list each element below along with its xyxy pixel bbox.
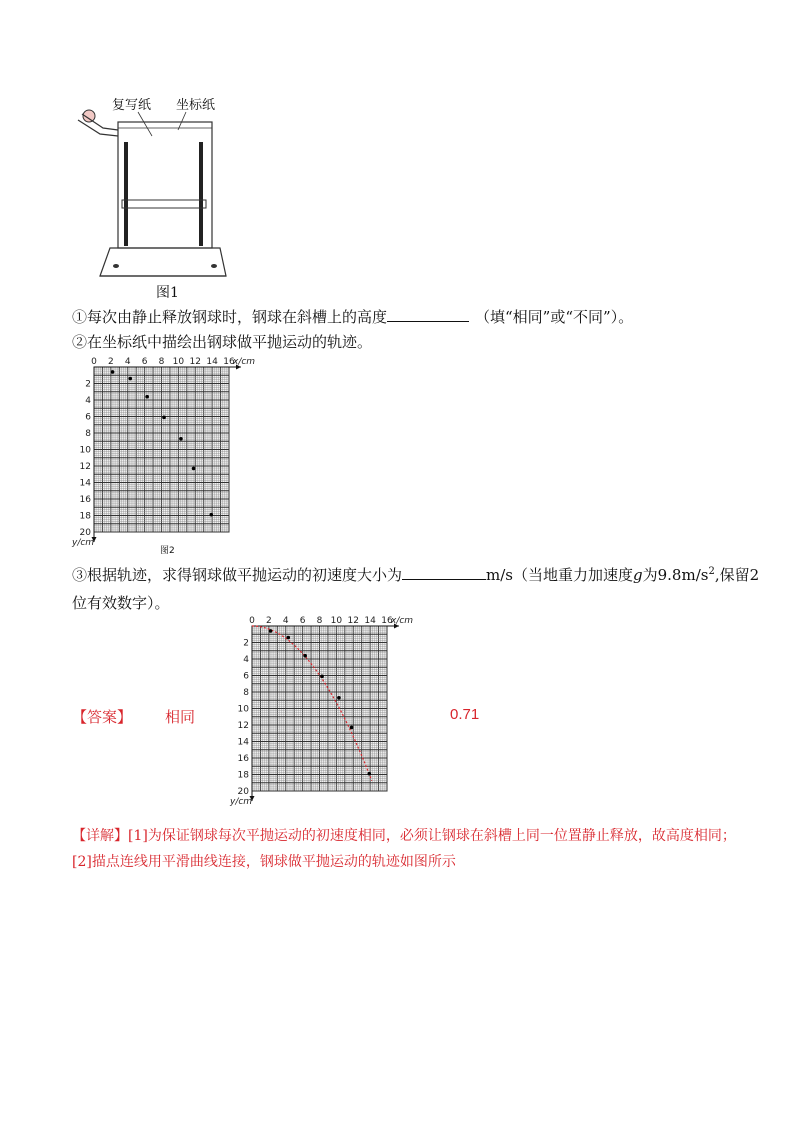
detail-line-1 bbox=[72, 825, 736, 845]
x-tick-label: 0 bbox=[249, 616, 255, 626]
grid-lines bbox=[252, 626, 387, 791]
x-tick-label: 14 bbox=[364, 616, 376, 626]
data-point bbox=[350, 726, 354, 730]
question-1 bbox=[72, 306, 633, 327]
chart-answer-figure bbox=[228, 612, 414, 817]
data-point bbox=[367, 772, 371, 776]
y-tick-label: 10 bbox=[237, 704, 249, 715]
q3-unit: m/s bbox=[486, 566, 513, 584]
q3-superscript: 2 bbox=[708, 566, 715, 577]
chart-2-svg bbox=[228, 612, 414, 817]
data-point bbox=[128, 377, 132, 381]
data-point bbox=[111, 370, 115, 374]
label-carbon-paper: 复写纸 bbox=[112, 98, 152, 113]
x-tick-label: 10 bbox=[330, 616, 343, 626]
data-point bbox=[145, 395, 149, 399]
answer-1: 相同 bbox=[165, 708, 196, 726]
x-tick-label: 12 bbox=[189, 357, 201, 367]
q3-prefix: ③根据轨迹，求得钢球做平抛运动的初速度大小为 bbox=[72, 566, 403, 584]
y-tick-label: 4 bbox=[243, 655, 249, 665]
y-tick-label: 18 bbox=[79, 511, 91, 522]
q3-answer-blank[interactable] bbox=[402, 565, 486, 580]
y-tick-label: 14 bbox=[237, 737, 249, 748]
x-tick-label: 4 bbox=[282, 616, 289, 626]
x-tick-label: 8 bbox=[316, 616, 323, 626]
y-tick-label: 8 bbox=[85, 429, 91, 439]
y-axis-label: y/cm bbox=[230, 797, 253, 807]
chart-1-svg bbox=[70, 353, 256, 558]
chart-figure-2 bbox=[70, 353, 256, 558]
detail-text-1: [1]为保证钢球每次平抛运动的初速度相同，必须让钢球在斜槽上同一位置静止释放，故高度相同； bbox=[128, 828, 736, 844]
x-tick-label: 6 bbox=[141, 357, 148, 367]
x-tick-label: 4 bbox=[124, 357, 131, 367]
figure1-caption: 图1 bbox=[156, 285, 179, 301]
grid-lines bbox=[94, 367, 229, 532]
data-point bbox=[162, 416, 166, 420]
x-tick-label: 2 bbox=[266, 616, 272, 626]
q1-suffix: （填“相同”或“不同”）。 bbox=[475, 308, 634, 326]
y-tick-label: 14 bbox=[79, 478, 91, 489]
q1-answer-blank[interactable] bbox=[387, 307, 469, 322]
detail-tag: 【详解】 bbox=[72, 828, 128, 844]
apparatus-drawing bbox=[70, 90, 240, 300]
data-point bbox=[337, 696, 341, 700]
x-tick-label: 2 bbox=[108, 357, 114, 367]
data-point bbox=[269, 629, 273, 633]
data-point bbox=[286, 636, 290, 640]
x-tick-label: 14 bbox=[206, 357, 218, 367]
chart-1-caption: 图2 bbox=[160, 546, 175, 556]
x-tick-label: 0 bbox=[91, 357, 97, 367]
y-tick-label: 6 bbox=[85, 412, 91, 423]
y-tick-label: 12 bbox=[79, 462, 91, 472]
y-tick-label: 2 bbox=[243, 638, 249, 649]
x-tick-label: 8 bbox=[158, 357, 165, 367]
y-tick-label: 8 bbox=[243, 688, 249, 698]
label-coordinate-paper: 坐标纸 bbox=[176, 98, 216, 113]
data-point bbox=[320, 675, 324, 679]
x-axis-label: x/cm bbox=[391, 616, 414, 626]
x-tick-label: 16 bbox=[381, 616, 393, 626]
data-point bbox=[179, 437, 183, 441]
question-2: ②在坐标纸中描绘出钢球做平抛运动的轨迹。 bbox=[72, 333, 373, 351]
y-tick-label: 12 bbox=[237, 721, 249, 731]
x-axis-label: x/cm bbox=[233, 357, 256, 367]
x-tick-label: 12 bbox=[347, 616, 359, 626]
q3-note-c: ,保留2 bbox=[714, 566, 760, 584]
y-tick-label: 4 bbox=[85, 396, 91, 406]
question-3-line-1 bbox=[72, 564, 759, 585]
answer-tag: 【答案】 bbox=[72, 708, 133, 726]
detail-line-2: [2]描点连线用平滑曲线连接，钢球做平抛运动的轨迹如图所示 bbox=[72, 854, 456, 870]
data-point bbox=[192, 467, 196, 471]
y-tick-label: 18 bbox=[237, 770, 249, 781]
y-tick-label: 2 bbox=[85, 379, 91, 390]
x-tick-label: 16 bbox=[223, 357, 235, 367]
data-point bbox=[209, 513, 213, 517]
q3-note-b: 为9.8m/s bbox=[642, 566, 709, 584]
question-3-line-2: 位有效数字）。 bbox=[72, 594, 170, 612]
y-tick-label: 16 bbox=[79, 495, 91, 505]
data-point bbox=[303, 654, 307, 658]
answer-2: 0.71 bbox=[450, 706, 480, 723]
q3-g-symbol: g bbox=[633, 566, 643, 584]
q3-note-a: （当地重力加速度 bbox=[513, 566, 634, 584]
y-tick-label: 6 bbox=[243, 671, 249, 682]
y-tick-label: 10 bbox=[79, 445, 91, 456]
y-tick-label: 16 bbox=[237, 754, 249, 764]
apparatus-figure bbox=[70, 90, 240, 300]
q1-prefix: ①每次由静止释放钢球时，钢球在斜槽上的高度 bbox=[72, 308, 388, 326]
x-tick-label: 6 bbox=[299, 616, 306, 626]
y-tick-label: 20 bbox=[237, 787, 249, 797]
y-tick-label: 20 bbox=[79, 528, 91, 538]
y-axis-label: y/cm bbox=[72, 538, 95, 548]
x-tick-label: 10 bbox=[172, 357, 185, 367]
